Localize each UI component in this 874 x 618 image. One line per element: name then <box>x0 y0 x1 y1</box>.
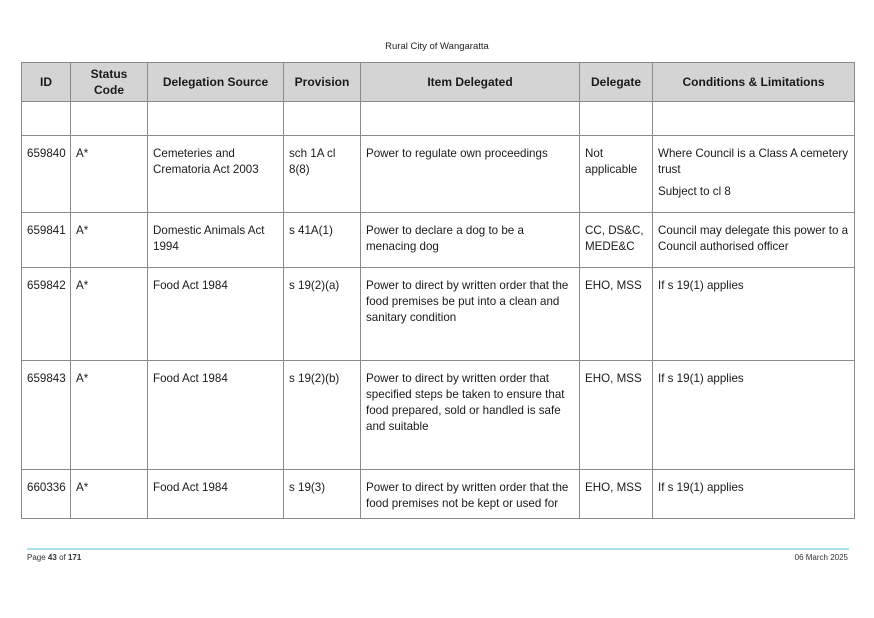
column-header-conditions: Conditions & Limitations <box>653 63 855 102</box>
column-header-provision: Provision <box>284 63 361 102</box>
cell-delegation-source: Food Act 1984 <box>148 361 284 470</box>
cell-delegate: EHO, MSS <box>580 470 653 519</box>
cell-provision: sch 1A cl 8(8) <box>284 136 361 213</box>
cell-provision: s 19(2)(a) <box>284 268 361 361</box>
table-cell <box>580 102 653 136</box>
cell-delegate: EHO, MSS <box>580 268 653 361</box>
cell-status-code: A* <box>71 470 148 519</box>
table-row-empty <box>22 102 855 136</box>
cell-delegate: Not applicable <box>580 136 653 213</box>
cell-status-code: A* <box>71 136 148 213</box>
cell-delegate: CC, DS&C, MEDE&C <box>580 213 653 268</box>
footer-divider <box>27 548 849 550</box>
cell-conditions <box>653 268 855 361</box>
cell-item-delegated: Power to direct by written order that the food premises not be kept or used for <box>361 470 580 519</box>
cell-id: 659842 <box>22 268 71 361</box>
table-row <box>22 470 855 519</box>
condition-text: If s 19(1) applies <box>658 372 744 385</box>
table-cell <box>71 102 148 136</box>
cell-status-code: A* <box>71 213 148 268</box>
column-header-id: ID <box>22 63 71 102</box>
page-header-org-name: Rural City of Wangaratta <box>385 41 489 52</box>
table-row <box>22 213 855 268</box>
delegations-table <box>21 62 855 519</box>
table-header-row <box>22 63 855 102</box>
table-row <box>22 361 855 470</box>
table-row <box>22 136 855 213</box>
cell-item-delegated: Power to direct by written order that the food premises be put into a clean and sanitary condition <box>361 268 580 361</box>
column-header-delegate: Delegate <box>580 63 653 102</box>
page-current: 43 <box>47 553 57 562</box>
cell-conditions <box>653 136 855 213</box>
table-cell <box>284 102 361 136</box>
cell-id: 659841 <box>22 213 71 268</box>
cell-item-delegated: Power to declare a dog to be a menacing dog <box>361 213 580 268</box>
cell-provision: s 41A(1) <box>284 213 361 268</box>
cell-provision: s 19(2)(b) <box>284 361 361 470</box>
cell-delegation-source: Cemeteries and Crematoria Act 2003 <box>148 136 284 213</box>
condition-text: Where Council is a Class A cemetery trust <box>658 147 849 176</box>
cell-provision: s 19(3) <box>284 470 361 519</box>
table-cell <box>22 102 71 136</box>
page-number <box>27 553 81 562</box>
condition-text: If s 19(1) applies <box>658 481 744 494</box>
cell-id: 660336 <box>22 470 71 519</box>
cell-delegation-source: Food Act 1984 <box>148 268 284 361</box>
condition-text: Subject to cl 8 <box>658 185 731 198</box>
cell-status-code: A* <box>71 361 148 470</box>
cell-delegate: EHO, MSS <box>580 361 653 470</box>
cell-status-code: A* <box>71 268 148 361</box>
table-cell <box>361 102 580 136</box>
condition-text: Council may delegate this power to a Council authorised officer <box>658 224 849 253</box>
page-total: 171 <box>67 553 82 562</box>
table-row <box>22 268 855 361</box>
cell-id: 659840 <box>22 136 71 213</box>
page-prefix: Page <box>27 553 46 562</box>
cell-conditions <box>653 470 855 519</box>
condition-text: If s 19(1) applies <box>658 279 744 292</box>
column-header-status-code: Status Code <box>71 63 148 102</box>
cell-item-delegated: Power to regulate own proceedings <box>361 136 580 213</box>
cell-delegation-source: Domestic Animals Act 1994 <box>148 213 284 268</box>
table-cell <box>653 102 855 136</box>
footer-date: 06 March 2025 <box>794 553 848 562</box>
cell-item-delegated: Power to direct by written order that specified steps be taken to ensure that food prepared, sold or handled is safe and suitable <box>361 361 580 470</box>
column-header-delegation-source: Delegation Source <box>148 63 284 102</box>
column-header-item-delegated: Item Delegated <box>361 63 580 102</box>
cell-delegation-source: Food Act 1984 <box>148 470 284 519</box>
cell-conditions <box>653 361 855 470</box>
cell-id: 659843 <box>22 361 71 470</box>
cell-conditions <box>653 213 855 268</box>
table-cell <box>148 102 284 136</box>
page-of: of <box>59 553 66 562</box>
